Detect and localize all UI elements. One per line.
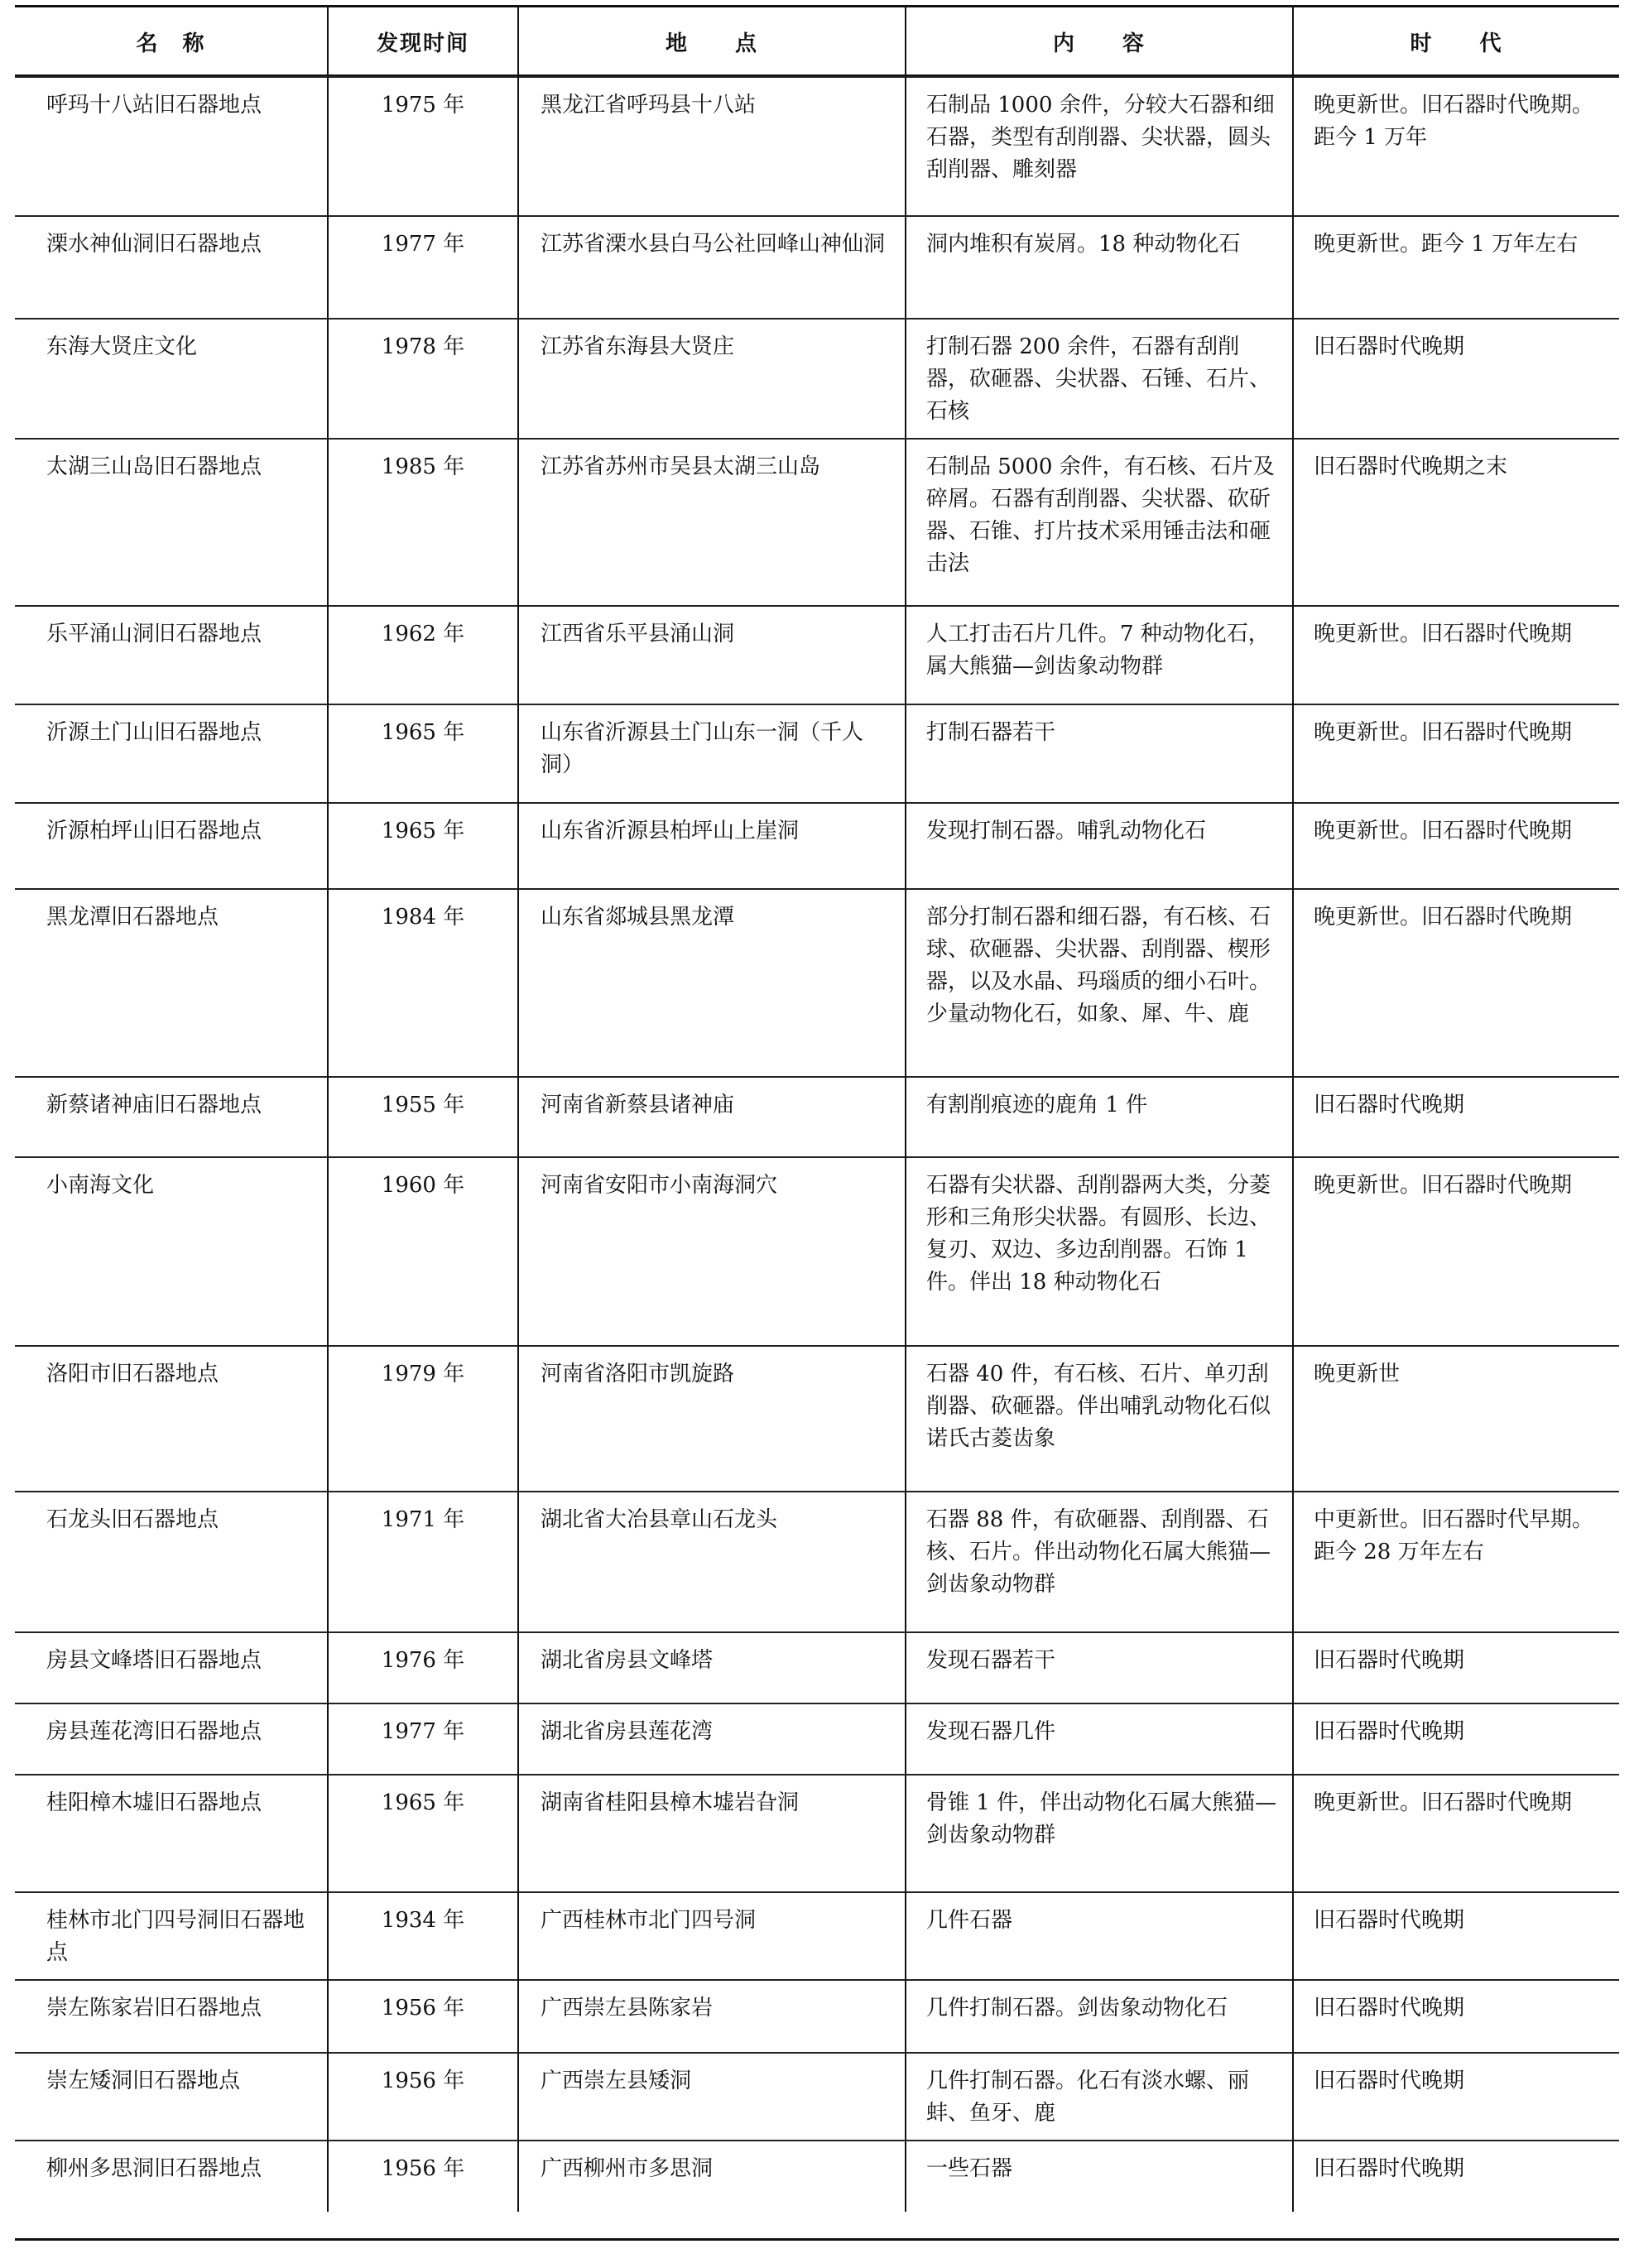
- header-name: 名 称: [136, 31, 206, 56]
- cell-name: 东海大贤庄文化: [46, 334, 198, 359]
- cell-name: 石龙头旧石器地点: [46, 1507, 219, 1532]
- sites-table: [15, 7, 1619, 2212]
- cell-name: 小南海文化: [46, 1173, 155, 1198]
- cell-name: 房县莲花湾旧石器地点: [46, 1719, 262, 1744]
- cell-year: 1984 年: [328, 889, 518, 1077]
- cell-name: 桂林市北门四号洞旧石器地点: [46, 1908, 305, 1965]
- cell-content: 石制品 5000 余件，有石核、石片及碎屑。石器有刮削器、尖状器、砍斫器、石锥、打片技术采用锤击法和砸击法: [906, 439, 1293, 606]
- cell-place: 江苏省苏州市吴县太湖三山岛: [518, 439, 906, 606]
- cell-place: 湖北省房县文峰塔: [518, 1632, 906, 1703]
- table-row: [15, 439, 1619, 606]
- table-row: [15, 704, 1619, 803]
- cell-year: 1934 年: [328, 1892, 518, 1980]
- cell-era: 晚更新世。旧石器时代晚期: [1293, 606, 1619, 704]
- cell-era: 旧石器时代晚期: [1293, 1980, 1619, 2053]
- cell-name: 柳州多思洞旧石器地点: [46, 2156, 262, 2181]
- cell-year: 1962 年: [328, 606, 518, 704]
- cell-place: 广西崇左县矮洞: [518, 2053, 906, 2141]
- cell-content: 有割削痕迹的鹿角 1 件: [906, 1077, 1293, 1157]
- cell-place: 江西省乐平县涌山洞: [518, 606, 906, 704]
- cell-era: 晚更新世: [1293, 1346, 1619, 1492]
- table-row: [15, 1703, 1619, 1775]
- table-row: [15, 1492, 1619, 1632]
- cell-era: 晚更新世。距今 1 万年左右: [1293, 216, 1619, 319]
- header-era: 时 代: [1293, 7, 1619, 77]
- cell-name: 桂阳樟木墟旧石器地点: [46, 1790, 262, 1815]
- cell-name: 乐平涌山洞旧石器地点: [46, 622, 262, 646]
- cell-era: 晚更新世。旧石器时代晚期: [1293, 889, 1619, 1077]
- cell-place: 湖南省桂阳县樟木墟岩旮洞: [518, 1775, 906, 1892]
- cell-place: 河南省新蔡县诸神庙: [518, 1077, 906, 1157]
- cell-era: 旧石器时代晚期: [1293, 2053, 1619, 2141]
- cell-year: 1978 年: [328, 319, 518, 439]
- cell-place: 湖北省房县莲花湾: [518, 1703, 906, 1775]
- cell-content: 打制石器 200 余件，石器有刮削器，砍砸器、尖状器、石锤、石片、石核: [906, 319, 1293, 439]
- cell-name: 沂源土门山旧石器地点: [46, 720, 262, 745]
- cell-content: 石器 88 件，有砍砸器、刮削器、石核、石片。伴出动物化石属大熊猫—剑齿象动物群: [906, 1492, 1293, 1632]
- cell-content: 几件打制石器。剑齿象动物化石: [906, 1980, 1293, 2053]
- table-row: [15, 1892, 1619, 1980]
- table-row: [15, 1632, 1619, 1703]
- header-place: 地 点: [518, 7, 906, 77]
- cell-year: 1979 年: [328, 1346, 518, 1492]
- cell-place: 江苏省东海县大贤庄: [518, 319, 906, 439]
- cell-year: 1965 年: [328, 1775, 518, 1892]
- cell-place: 湖北省大冶县章山石龙头: [518, 1492, 906, 1632]
- cell-era: 旧石器时代晚期: [1293, 2141, 1619, 2212]
- cell-place: 山东省沂源县柏坪山上崖洞: [518, 803, 906, 889]
- cell-era: 旧石器时代晚期: [1293, 1703, 1619, 1775]
- cell-place: 山东省沂源县土门山东一洞（千人洞）: [518, 704, 906, 803]
- table-header: [15, 7, 1619, 77]
- cell-content: 人工打击石片几件。7 种动物化石，属大熊猫—剑齿象动物群: [906, 606, 1293, 704]
- cell-content: 几件打制石器。化石有淡水螺、丽蚌、鱼牙、鹿: [906, 2053, 1293, 2141]
- cell-year: 1971 年: [328, 1492, 518, 1632]
- cell-era: 晚更新世。旧石器时代晚期: [1293, 704, 1619, 803]
- cell-name: 溧水神仙洞旧石器地点: [46, 232, 262, 257]
- cell-era: 晚更新世。旧石器时代晚期: [1293, 803, 1619, 889]
- cell-year: 1977 年: [328, 1703, 518, 1775]
- cell-content: 发现石器几件: [906, 1703, 1293, 1775]
- cell-era: 旧石器时代晚期: [1293, 319, 1619, 439]
- cell-era: 旧石器时代晚期之末: [1293, 439, 1619, 606]
- header-content: 内 容: [906, 7, 1293, 77]
- cell-place: 广西桂林市北门四号洞: [518, 1892, 906, 1980]
- cell-content: 发现石器若干: [906, 1632, 1293, 1703]
- cell-name: 房县文峰塔旧石器地点: [46, 1648, 262, 1673]
- table-row: [15, 803, 1619, 889]
- cell-era: 晚更新世。旧石器时代晚期: [1293, 1157, 1619, 1346]
- table-row: [15, 319, 1619, 439]
- cell-year: 1956 年: [328, 1980, 518, 2053]
- cell-name: 沂源柏坪山旧石器地点: [46, 819, 262, 843]
- cell-year: 1965 年: [328, 704, 518, 803]
- table-row: [15, 77, 1619, 216]
- cell-place: 江苏省溧水县白马公社回峰山神仙洞: [518, 216, 906, 319]
- table-row: [15, 1346, 1619, 1492]
- cell-name: 崇左陈家岩旧石器地点: [46, 1996, 262, 2021]
- cell-year: 1965 年: [328, 803, 518, 889]
- cell-content: 打制石器若干: [906, 704, 1293, 803]
- cell-place: 广西柳州市多思洞: [518, 2141, 906, 2212]
- cell-name: 呼玛十八站旧石器地点: [46, 93, 262, 118]
- table-row: [15, 1077, 1619, 1157]
- cell-place: 广西崇左县陈家岩: [518, 1980, 906, 2053]
- cell-content: 洞内堆积有炭屑。18 种动物化石: [906, 216, 1293, 319]
- table-row: [15, 1775, 1619, 1892]
- cell-content: 石器 40 件，有石核、石片、单刃刮削器、砍砸器。伴出哺乳动物化石似诺氏古菱齿象: [906, 1346, 1293, 1492]
- cell-content: 一些石器: [906, 2141, 1293, 2212]
- header-year: 发现时间: [328, 7, 518, 77]
- table-row: [15, 889, 1619, 1077]
- cell-year: 1975 年: [328, 77, 518, 216]
- cell-era: 旧石器时代晚期: [1293, 1892, 1619, 1980]
- cell-content: 几件石器: [906, 1892, 1293, 1980]
- table-row: [15, 216, 1619, 319]
- table-bottom-rule: [15, 2238, 1619, 2241]
- cell-year: 1956 年: [328, 2053, 518, 2141]
- table-row: [15, 2141, 1619, 2212]
- cell-era: 中更新世。旧石器时代早期。距今 28 万年左右: [1293, 1492, 1619, 1632]
- table-row: [15, 1157, 1619, 1346]
- cell-era: 旧石器时代晚期: [1293, 1632, 1619, 1703]
- cell-era: 晚更新世。旧石器时代晚期: [1293, 1775, 1619, 1892]
- cell-place: 河南省洛阳市凯旋路: [518, 1346, 906, 1492]
- cell-content: 骨锥 1 件，伴出动物化石属大熊猫—剑齿象动物群: [906, 1775, 1293, 1892]
- cell-name: 黑龙潭旧石器地点: [46, 905, 219, 930]
- cell-name: 太湖三山岛旧石器地点: [46, 454, 262, 479]
- cell-content: 石器有尖状器、刮削器两大类，分菱形和三角形尖状器。有圆形、长边、复刃、双边、多边刮削器。石饰 1 件。伴出 18 种动物化石: [906, 1157, 1293, 1346]
- cell-place: 河南省安阳市小南海洞穴: [518, 1157, 906, 1346]
- cell-place: 黑龙江省呼玛县十八站: [518, 77, 906, 216]
- cell-year: 1960 年: [328, 1157, 518, 1346]
- cell-era: 晚更新世。旧石器时代晚期。距今 1 万年: [1293, 77, 1619, 216]
- cell-year: 1976 年: [328, 1632, 518, 1703]
- header-rule: [15, 74, 1619, 76]
- cell-name: 崇左矮洞旧石器地点: [46, 2069, 241, 2093]
- table-body: [15, 77, 1619, 2212]
- cell-place: 山东省郯城县黑龙潭: [518, 889, 906, 1077]
- cell-era: 旧石器时代晚期: [1293, 1077, 1619, 1157]
- cell-content: 发现打制石器。哺乳动物化石: [906, 803, 1293, 889]
- cell-year: 1985 年: [328, 439, 518, 606]
- cell-year: 1955 年: [328, 1077, 518, 1157]
- table-row: [15, 606, 1619, 704]
- cell-content: 部分打制石器和细石器，有石核、石球、砍砸器、尖状器、刮削器、楔形器，以及水晶、玛瑙质的细小石叶。少量动物化石，如象、犀、牛、鹿: [906, 889, 1293, 1077]
- cell-year: 1977 年: [328, 216, 518, 319]
- table-row: [15, 1980, 1619, 2053]
- cell-name: 洛阳市旧石器地点: [46, 1362, 219, 1386]
- cell-name: 新蔡诸神庙旧石器地点: [46, 1093, 262, 1117]
- cell-content: 石制品 1000 余件，分较大石器和细石器，类型有刮削器、尖状器，圆头刮削器、雕刻器: [906, 77, 1293, 216]
- cell-year: 1956 年: [328, 2141, 518, 2212]
- table-row: [15, 2053, 1619, 2141]
